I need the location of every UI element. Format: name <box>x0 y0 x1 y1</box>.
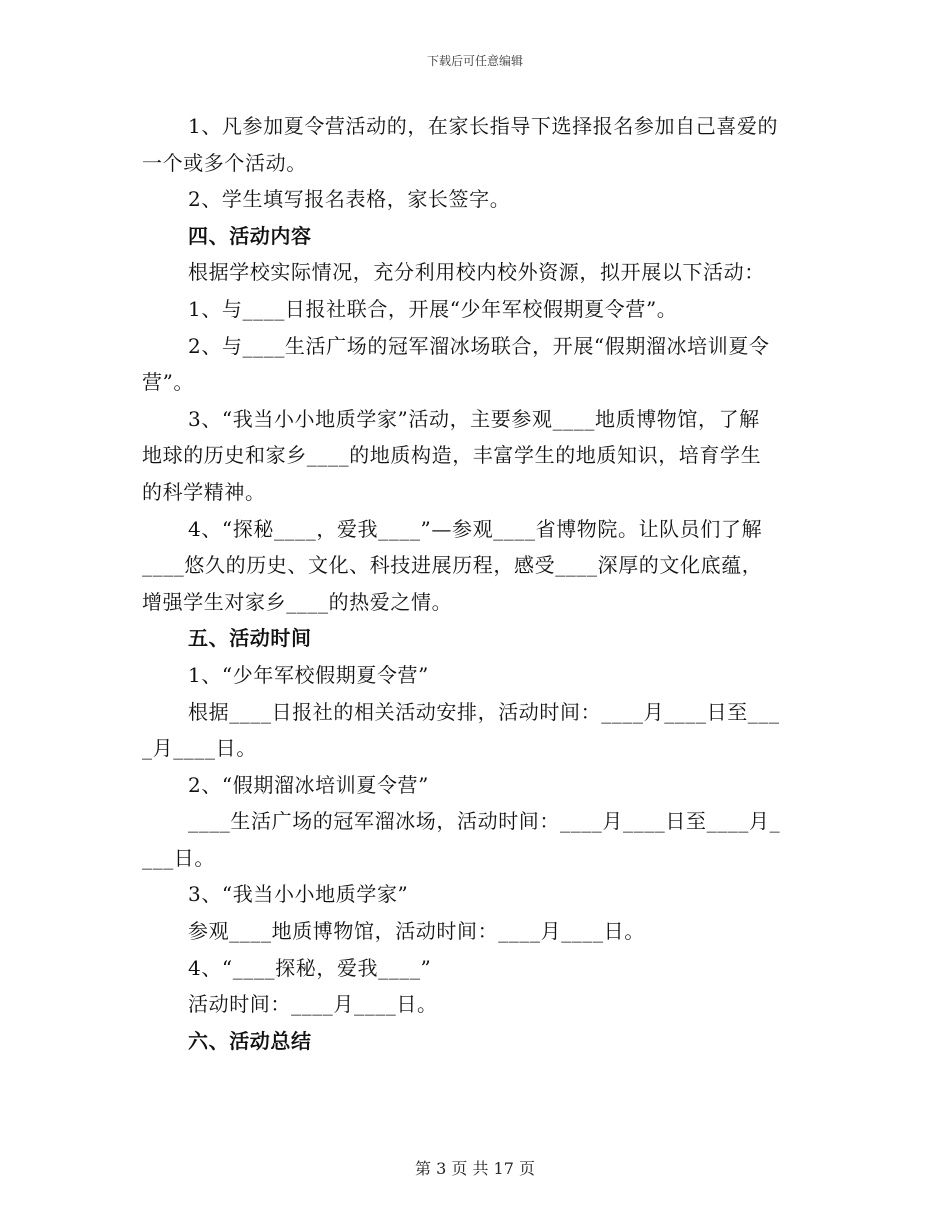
paragraph-line: 参观____地质博物馆，活动时间：____月____日。 <box>188 919 645 944</box>
header-note: 下载后可任意编辑 <box>426 54 523 68</box>
paragraph-line: 根据____日报社的相关活动安排，活动时间：____月____日至___ <box>188 699 780 724</box>
paragraph-line: ___日。 <box>142 845 215 870</box>
paragraph-line: 营”。 <box>142 370 195 395</box>
paragraph-line: 活动时间：____月____日。 <box>188 992 438 1017</box>
paragraph-line: 一个或多个活动。 <box>142 150 307 175</box>
paragraph-line: 4、“探秘____，爱我____”—参观____省博物院。让队员们了解 <box>188 516 763 541</box>
paragraph-line: 增强学生对家乡____的热爱之情。 <box>142 589 453 614</box>
section-heading: 六、活动总结 <box>188 1028 312 1053</box>
paragraph-line: 4、“____探秘，爱我____” <box>188 955 432 980</box>
paragraph-line: 根据学校实际情况，充分利用校内校外资源，拟开展以下活动： <box>188 260 765 285</box>
paragraph-line: 2、学生填写报名表格，家长签字。 <box>188 187 511 212</box>
page-number: 第 3 页 共 17 页 <box>415 1159 535 1178</box>
paragraph-line: _月____日。 <box>142 736 257 761</box>
document-body <box>142 108 810 1059</box>
paragraph-line: 地球的历史和家乡____的地质构造，丰富学生的地质知识，培育学生 <box>142 443 762 468</box>
paragraph-line: 的科学精神。 <box>142 479 266 504</box>
section-heading: 四、活动内容 <box>188 223 312 248</box>
section-heading: 五、活动时间 <box>188 626 312 651</box>
paragraph-line: 1、“少年军校假期夏令营” <box>188 662 429 687</box>
paragraph-line: 3、“我当小小地质学家”活动，主要参观____地质博物馆，了解 <box>188 406 760 431</box>
paragraph-line: 1、凡参加夏令营活动的，在家长指导下选择报名参加自己喜爱的 <box>188 114 779 138</box>
paragraph-line: ____生活广场的冠军溜冰场，活动时间：____月____日至____月_ <box>188 809 781 834</box>
paragraph-line: 3、“我当小小地质学家” <box>188 882 409 907</box>
paragraph-line: ____悠久的历史、文化、科技进展历程，感受____深厚的文化底蕴， <box>142 553 763 578</box>
paragraph-line: 2、“假期溜冰培训夏令营” <box>188 772 429 797</box>
paragraph-line: 1、与____日报社联合，开展“少年军校假期夏令营”。 <box>188 296 678 321</box>
paragraph-line: 2、与____生活广场的冠军溜冰场联合，开展“假期溜冰培训夏令 <box>188 333 770 358</box>
